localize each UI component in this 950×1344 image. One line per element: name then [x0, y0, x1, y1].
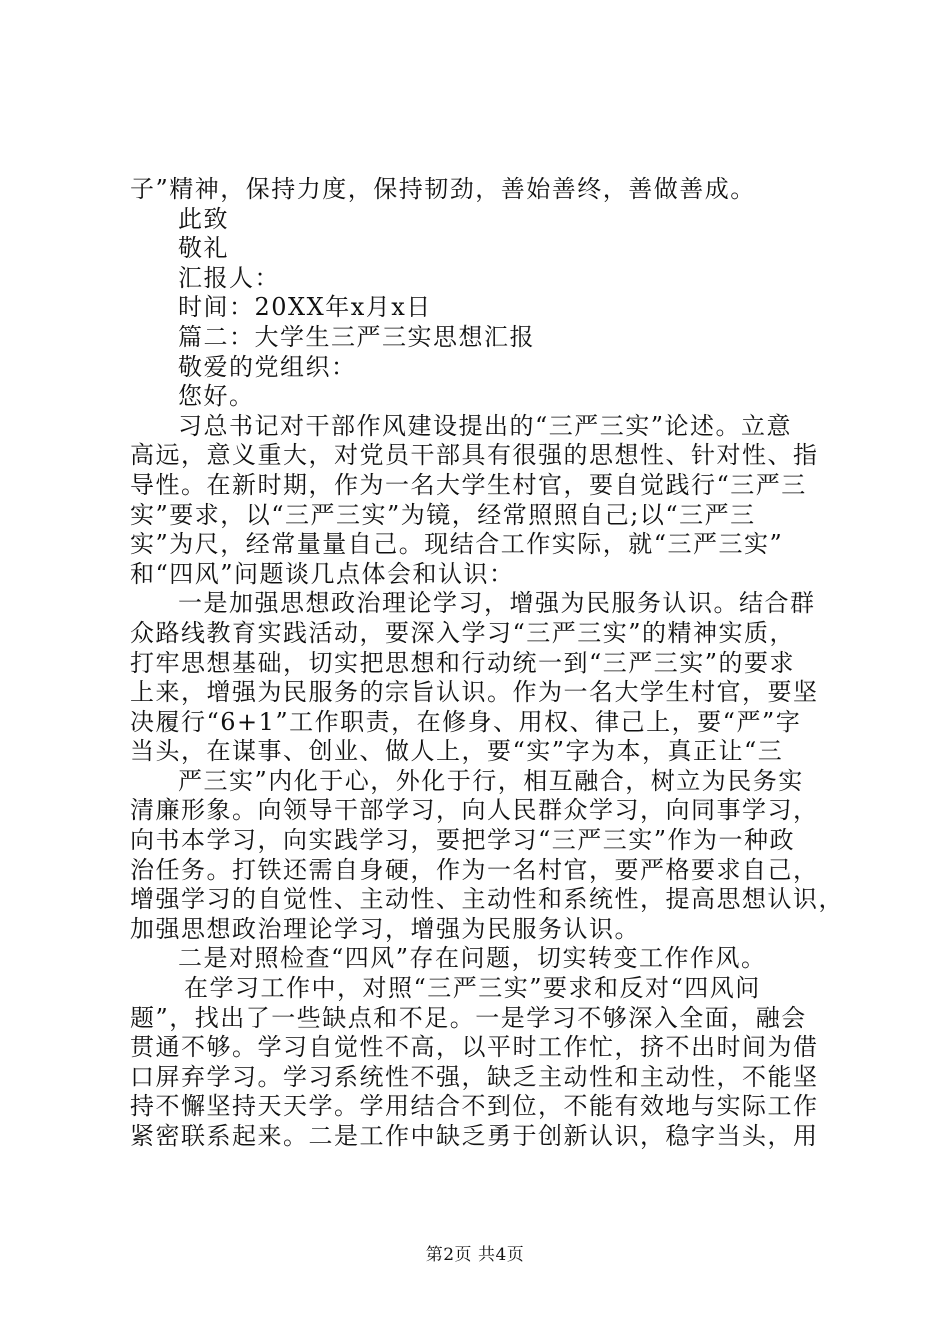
text-line: 持不懈坚持天天学。学用结合不到位，不能有效地与实际工作: [130, 1092, 819, 1121]
text-line: 上来，增强为民服务的宗旨认识。作为一名大学生村官，要坚: [130, 678, 819, 707]
text-line: 实”要求，以“三严三实”为镜，经常照照自己;以“三严三: [130, 500, 756, 529]
text-line: 向书本学习，向实践学习，要把学习“三严三实”作为一种政: [130, 826, 796, 855]
text-line: 一是加强思想政治理论学习，增强为民服务认识。结合群: [178, 589, 816, 618]
text-line: 实”为尺，经常量量自己。现结合工作实际，就“三严三实”: [130, 530, 784, 559]
text-line: 汇报人：: [178, 263, 280, 292]
text-line: 严三实”内化于心，外化于行，相互融合，树立为民务实: [178, 766, 804, 795]
text-line: 众路线教育实践活动，要深入学习“三严三实”的精神实质，: [130, 618, 796, 647]
text-line: 此致: [178, 204, 229, 233]
text-line: 治任务。打铁还需自身硬，作为一名村官，要严格要求自己，: [130, 855, 819, 884]
text-line: 您好。: [178, 382, 255, 411]
text-line: 打牢思想基础，切实把思想和行动统一到“三严三实”的要求: [130, 648, 796, 677]
text-line: 篇二：大学生三严三实思想汇报: [178, 322, 535, 351]
text-line: 决履行“6+1”工作职责，在修身、用权、律己上，要“严”字: [130, 707, 802, 736]
text-line: 清廉形象。向领导干部学习，向人民群众学习，向同事学习，: [130, 796, 819, 825]
text-line: 子”精神，保持力度，保持韧劲，善始善终，善做善成。: [130, 175, 756, 203]
text-line: 敬礼: [178, 234, 229, 263]
text-line: 习总书记对干部作风建设提出的“三严三实”论述。立意: [178, 411, 793, 440]
document-body: [130, 175, 844, 1152]
text-line: 紧密联系起来。二是工作中缺乏勇于创新认识，稳字当头，用: [130, 1122, 819, 1150]
text-line: 时间：20XX年x月x日: [178, 293, 432, 322]
text-line: 当头，在谋事、创业、做人上，要“实”字为本，真正让“三: [130, 737, 784, 766]
text-line: 敬爱的党组织：: [178, 352, 357, 381]
text-line: 导性。在新时期，作为一名大学生村官，要自觉践行“三严三: [130, 470, 807, 499]
text-line: 增强学习的自觉性、主动性、主动性和系统性，提高思想认识，: [130, 885, 844, 914]
text-line: 高远，意义重大，对党员干部具有很强的思想性、针对性、指: [130, 441, 819, 470]
text-line: 加强思想政治理论学习，增强为民服务认识。: [130, 914, 640, 943]
text-line: 在学习工作中，对照“三严三实”要求和反对“四风问: [184, 974, 761, 1003]
text-line: 口屏弃学习。学习系统性不强，缺乏主动性和主动性，不能坚: [130, 1062, 819, 1091]
text-line: 和“四风”问题谈几点体会和认识：: [130, 559, 515, 588]
text-line: 贯通不够。学习自觉性不高，以平时工作忙，挤不出时间为借: [130, 1033, 819, 1062]
text-line: 二是对照检查“四风”存在问题，切实转变工作作风。: [178, 944, 767, 973]
page-footer: 第2页 共4页: [425, 1245, 525, 1265]
text-line: 题”，找出了一些缺点和不足。一是学习不够深入全面，融会: [130, 1003, 807, 1032]
